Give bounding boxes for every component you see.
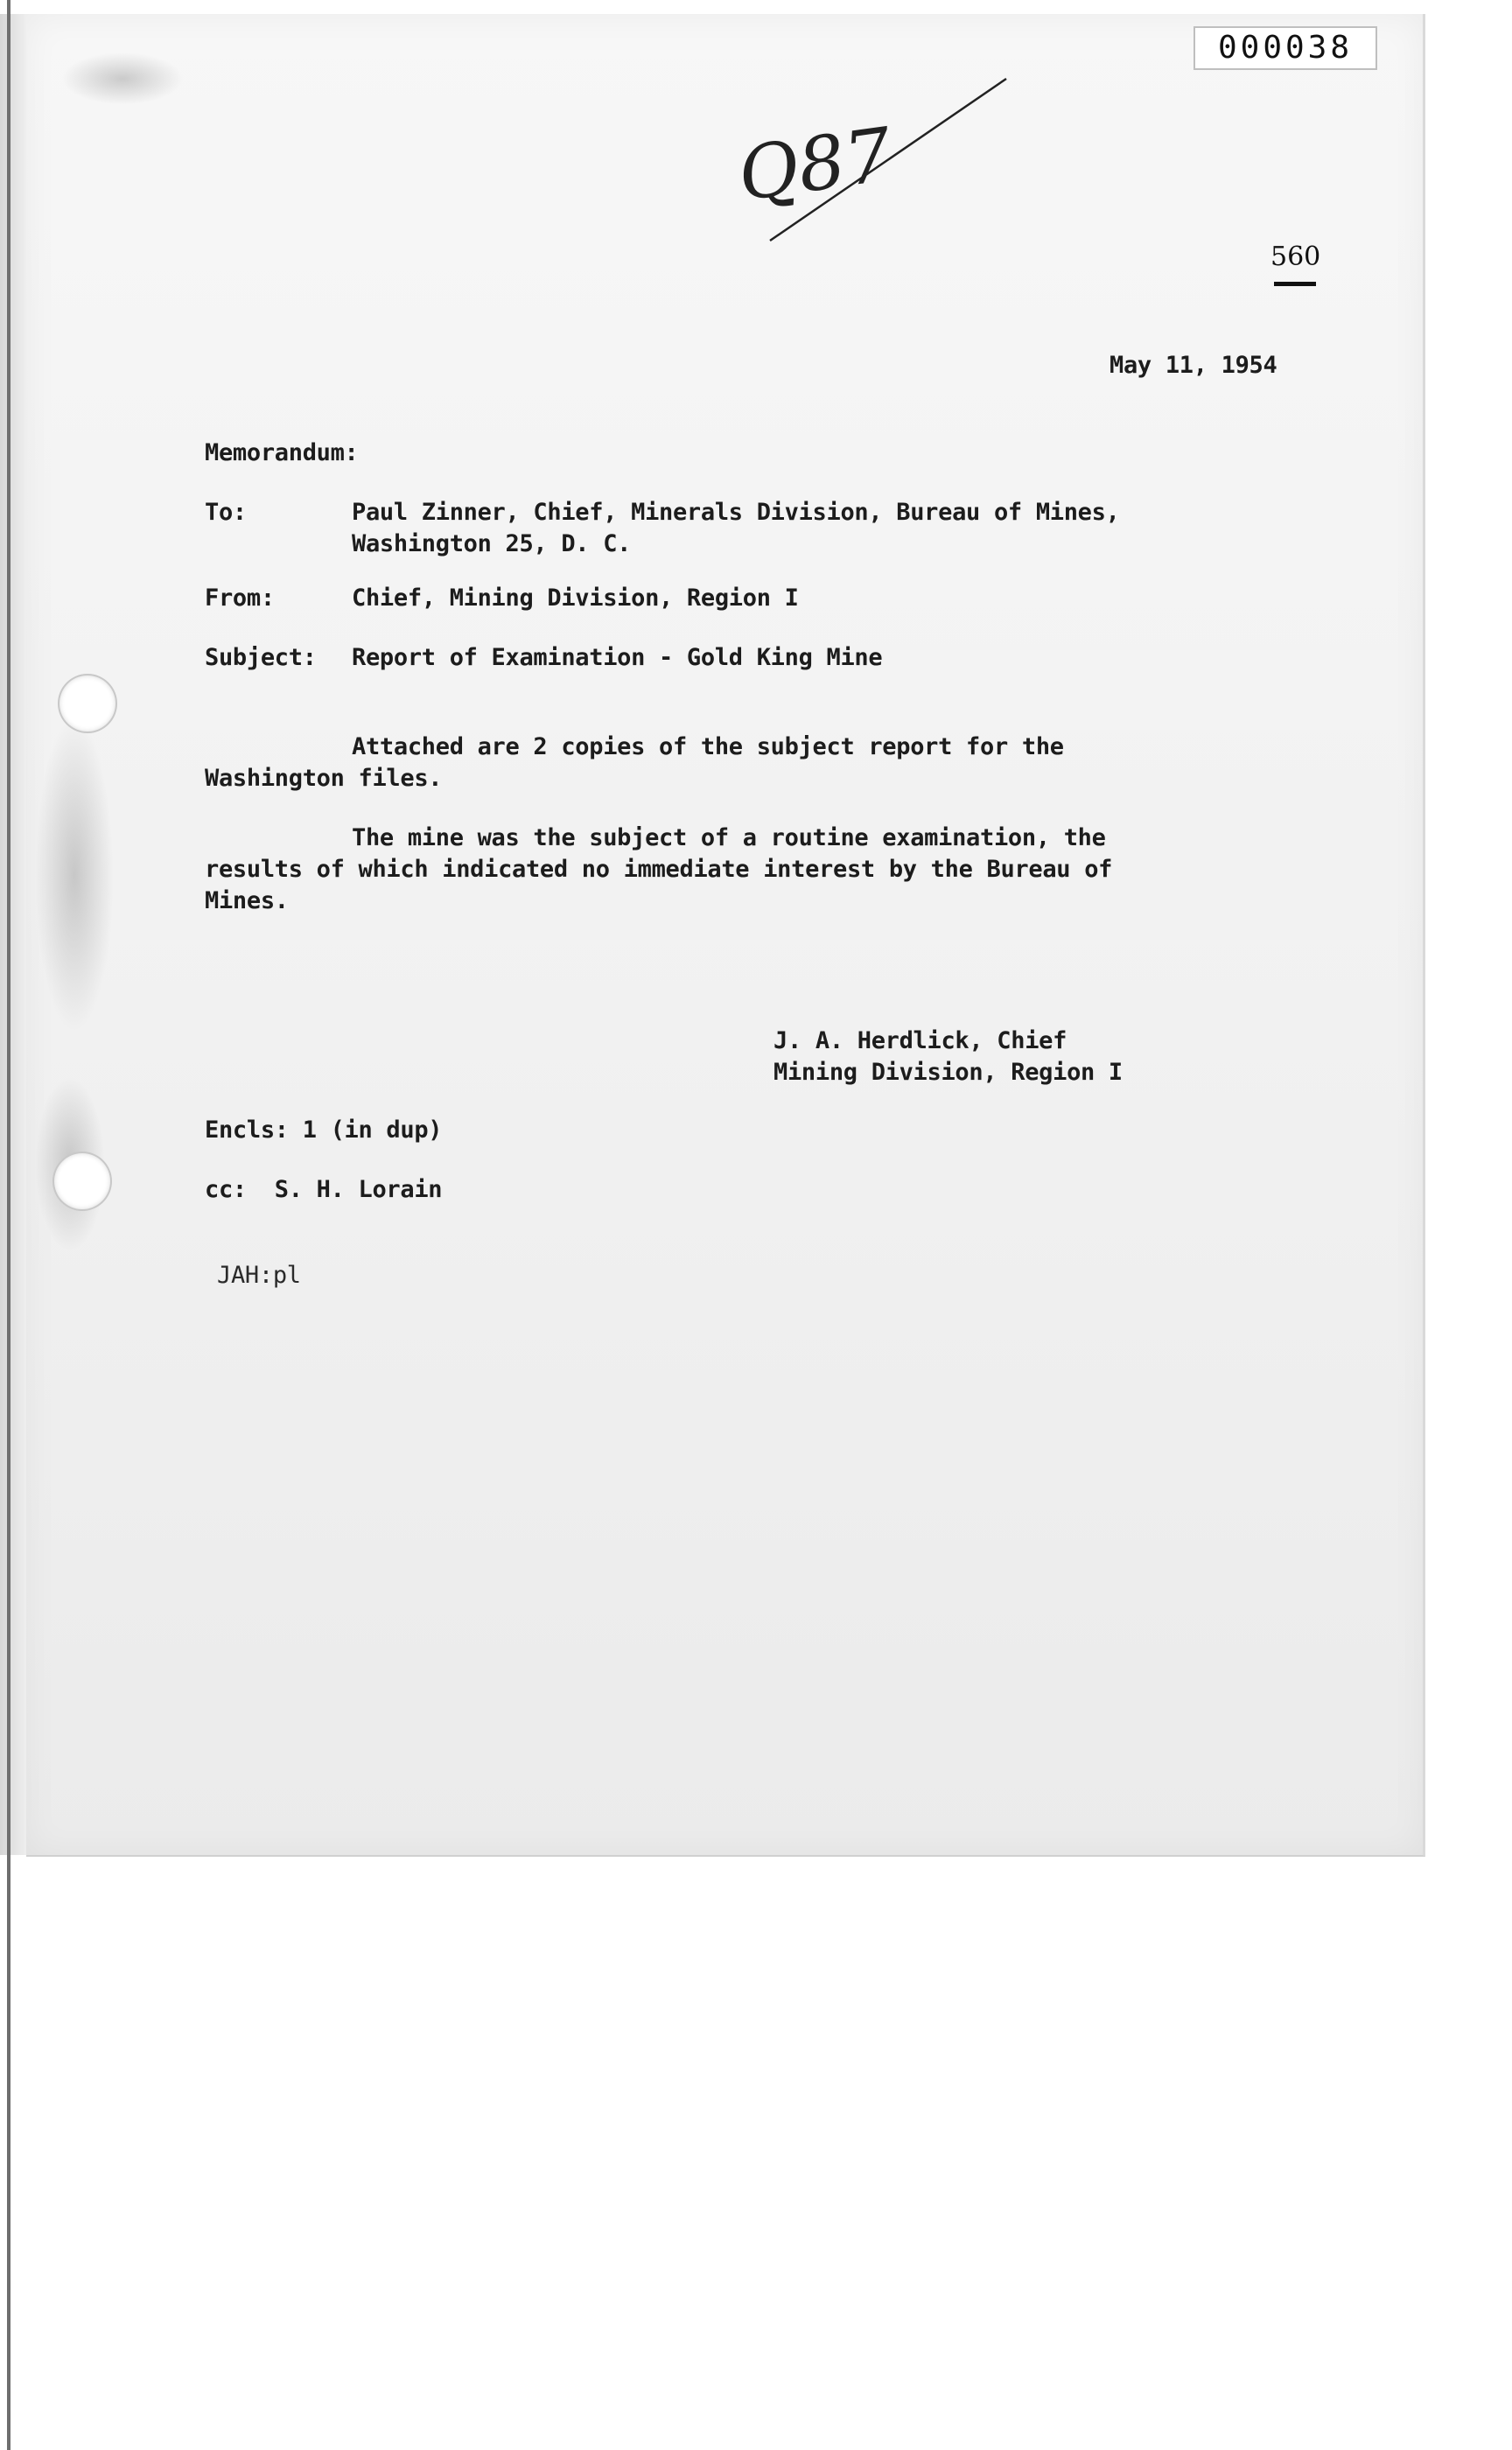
cc-line: cc: S. H. Lorain (205, 1176, 443, 1203)
page-number-underline (1274, 282, 1316, 286)
document-stamp-number: 000038 (1194, 26, 1377, 70)
to-line-2: Washington 25, D. C. (352, 530, 632, 557)
enclosure-line: Encls: 1 (in dup) (205, 1116, 443, 1144)
body-paragraph-2-line-1: The mine was the subject of a routine examination, the (352, 824, 1106, 851)
subject-value: Report of Examination - Gold King Mine (352, 644, 883, 671)
handwritten-annotation (726, 61, 1015, 254)
scan-left-edge (7, 0, 10, 2450)
punch-hole (60, 676, 116, 732)
to-label: To: (205, 499, 247, 526)
to-line-1: Paul Zinner, Chief, Minerals Division, Bureau of Mines, (352, 499, 1120, 526)
memo-heading: Memorandum: (205, 439, 359, 466)
from-value: Chief, Mining Division, Region I (352, 584, 799, 612)
body-paragraph-1-line-1: Attached are 2 copies of the subject report for the (352, 733, 1064, 760)
signature-line-1: J. A. Herdlick, Chief (774, 1027, 1068, 1054)
document-page (26, 14, 1425, 1857)
subject-label: Subject: (205, 644, 317, 671)
body-paragraph-2-line-3: Mines. (205, 887, 289, 914)
punch-hole (54, 1153, 110, 1209)
copy-smudge (35, 718, 114, 1032)
handwritten-note-text: Q87 (732, 111, 898, 218)
typist-initials: JAH:pl (217, 1262, 301, 1289)
from-label: From: (205, 584, 275, 612)
scan-left-strip (0, 14, 26, 1855)
body-paragraph-1-line-2: Washington files. (205, 765, 443, 792)
page-number: 560 (1270, 242, 1321, 272)
copy-smudge (61, 52, 184, 105)
signature-line-2: Mining Division, Region I (774, 1059, 1123, 1086)
memo-date: May 11, 1954 (1110, 352, 1278, 379)
body-paragraph-2-line-2: results of which indicated no immediate interest by the Bureau of (205, 856, 1113, 883)
